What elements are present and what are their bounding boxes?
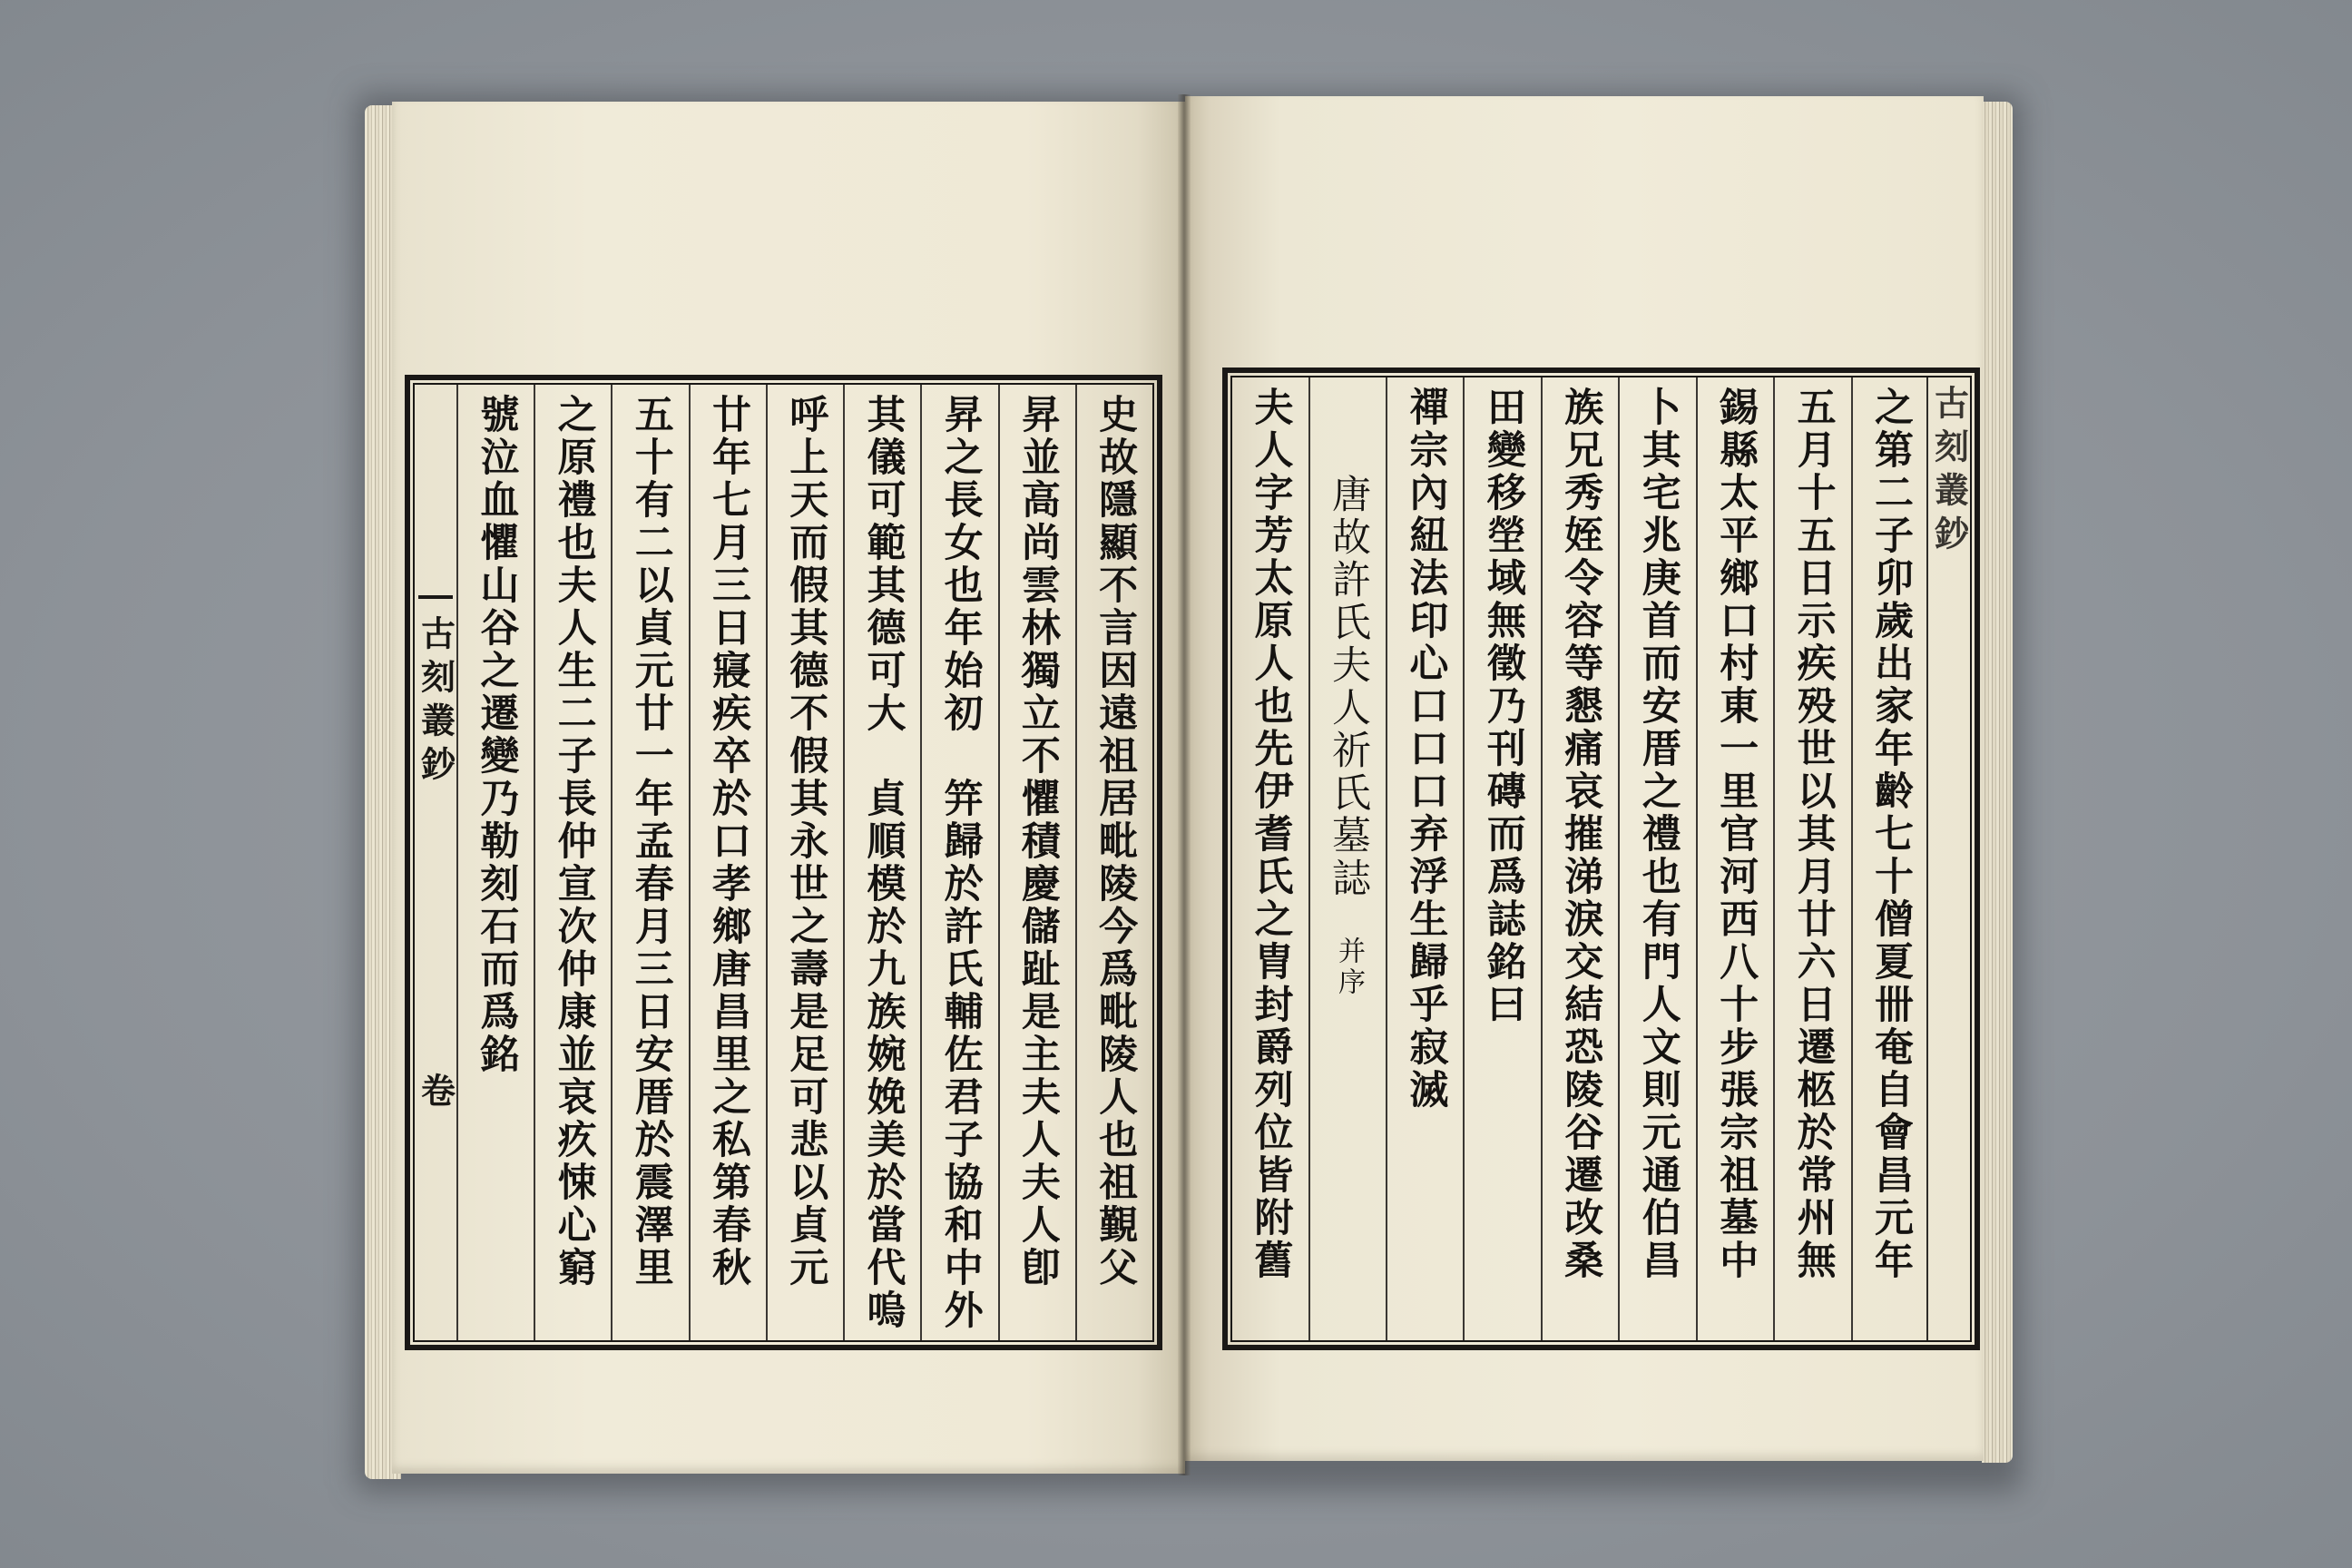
text-column xyxy=(1773,377,1850,1340)
column-text: 夫人字芳太原人也先伊耆氏之胄封爵列位皆附舊 xyxy=(1248,387,1294,1282)
fish-tail-mark xyxy=(418,595,453,599)
left-block-center-strip xyxy=(415,385,456,1340)
column-text: 族兄秀姪令容等懇痛哀摧涕淚交結恐陵谷遷改桑 xyxy=(1558,387,1604,1282)
text-column xyxy=(1618,377,1695,1340)
left-frame-inner xyxy=(415,385,1152,1340)
text-column xyxy=(1386,377,1463,1340)
right-text-columns xyxy=(1232,377,1928,1340)
text-column xyxy=(1541,377,1618,1340)
right-page-stack-edge xyxy=(1982,102,2013,1463)
text-column xyxy=(1232,377,1308,1340)
text-column xyxy=(689,385,766,1340)
right-block-center-strip xyxy=(1926,377,1970,1340)
text-column xyxy=(1463,377,1540,1340)
spine-title: 古刻叢鈔 xyxy=(415,615,456,789)
epitaph-title-note: 并序 xyxy=(1332,936,1365,998)
left-text-columns xyxy=(456,385,1152,1340)
column-text: 卜其宅兆庚首而安厝之禮也有門人文則元通伯昌 xyxy=(1635,387,1681,1282)
text-column xyxy=(1696,377,1773,1340)
column-text: 禪宗內紐法印心口口口弃浮生歸乎寂滅 xyxy=(1403,387,1449,1112)
right-page-frame xyxy=(1222,368,1980,1350)
epitaph-title-text: 唐故許氏夫人祈氏墓誌 xyxy=(1325,474,1371,900)
epitaph-title xyxy=(1326,387,1370,998)
text-column xyxy=(534,385,611,1340)
spine-title: 古刻叢鈔 xyxy=(1928,385,1970,559)
left-page-frame xyxy=(405,375,1162,1350)
column-text: 昇之長女也年始初 笄歸於許氏輔佐君子協和中外 xyxy=(937,394,984,1332)
column-text: 之原禮也夫人生二子長仲宣次仲康並哀疚悚心窮 xyxy=(551,394,597,1289)
text-column xyxy=(456,385,534,1340)
column-text: 廿年七月三日寢疾卒於口孝鄉唐昌里之私第春秋 xyxy=(706,394,752,1289)
text-column-title xyxy=(1308,377,1386,1340)
column-text: 五月十五日示疾殁世以其月廿六日遷柩於常州無 xyxy=(1790,387,1837,1282)
column-text: 其儀可範其德可大 貞順模於九族婉娩美於當代嗚 xyxy=(860,394,906,1332)
text-column xyxy=(920,385,997,1340)
column-text: 之第二子卯歲出家年齡七十僧夏卌奄自會昌元年 xyxy=(1868,387,1914,1282)
column-text: 田變移塋域無徵乃刊磚而爲誌銘曰 xyxy=(1480,387,1526,1026)
column-text: 史故隱顯不言因遠祖居毗陵今爲毗陵人也祖覲父 xyxy=(1093,394,1139,1289)
text-column xyxy=(1075,385,1152,1340)
text-column xyxy=(843,385,920,1340)
right-frame-inner xyxy=(1232,377,1970,1340)
text-column xyxy=(611,385,688,1340)
column-text: 號泣血懼山谷之遷變乃勒刻石而爲銘 xyxy=(474,394,520,1076)
column-text: 呼上天而假其德不假其永世之壽是足可悲以貞元 xyxy=(783,394,829,1289)
book-gutter xyxy=(1178,94,1191,1475)
column-text: 五十有二以貞元廿一年孟春月三日安厝於震澤里 xyxy=(628,394,674,1289)
column-text: 昇並高尚雲林獨立不懼積慶儲趾是主夫人夫人卽 xyxy=(1014,394,1061,1289)
text-column xyxy=(1851,377,1928,1340)
spine-volume: 卷 xyxy=(415,1073,456,1107)
text-column xyxy=(766,385,843,1340)
column-text: 錫縣太平鄉口村東一里官河西八十步張宗祖墓中 xyxy=(1713,387,1759,1282)
text-column xyxy=(998,385,1075,1340)
